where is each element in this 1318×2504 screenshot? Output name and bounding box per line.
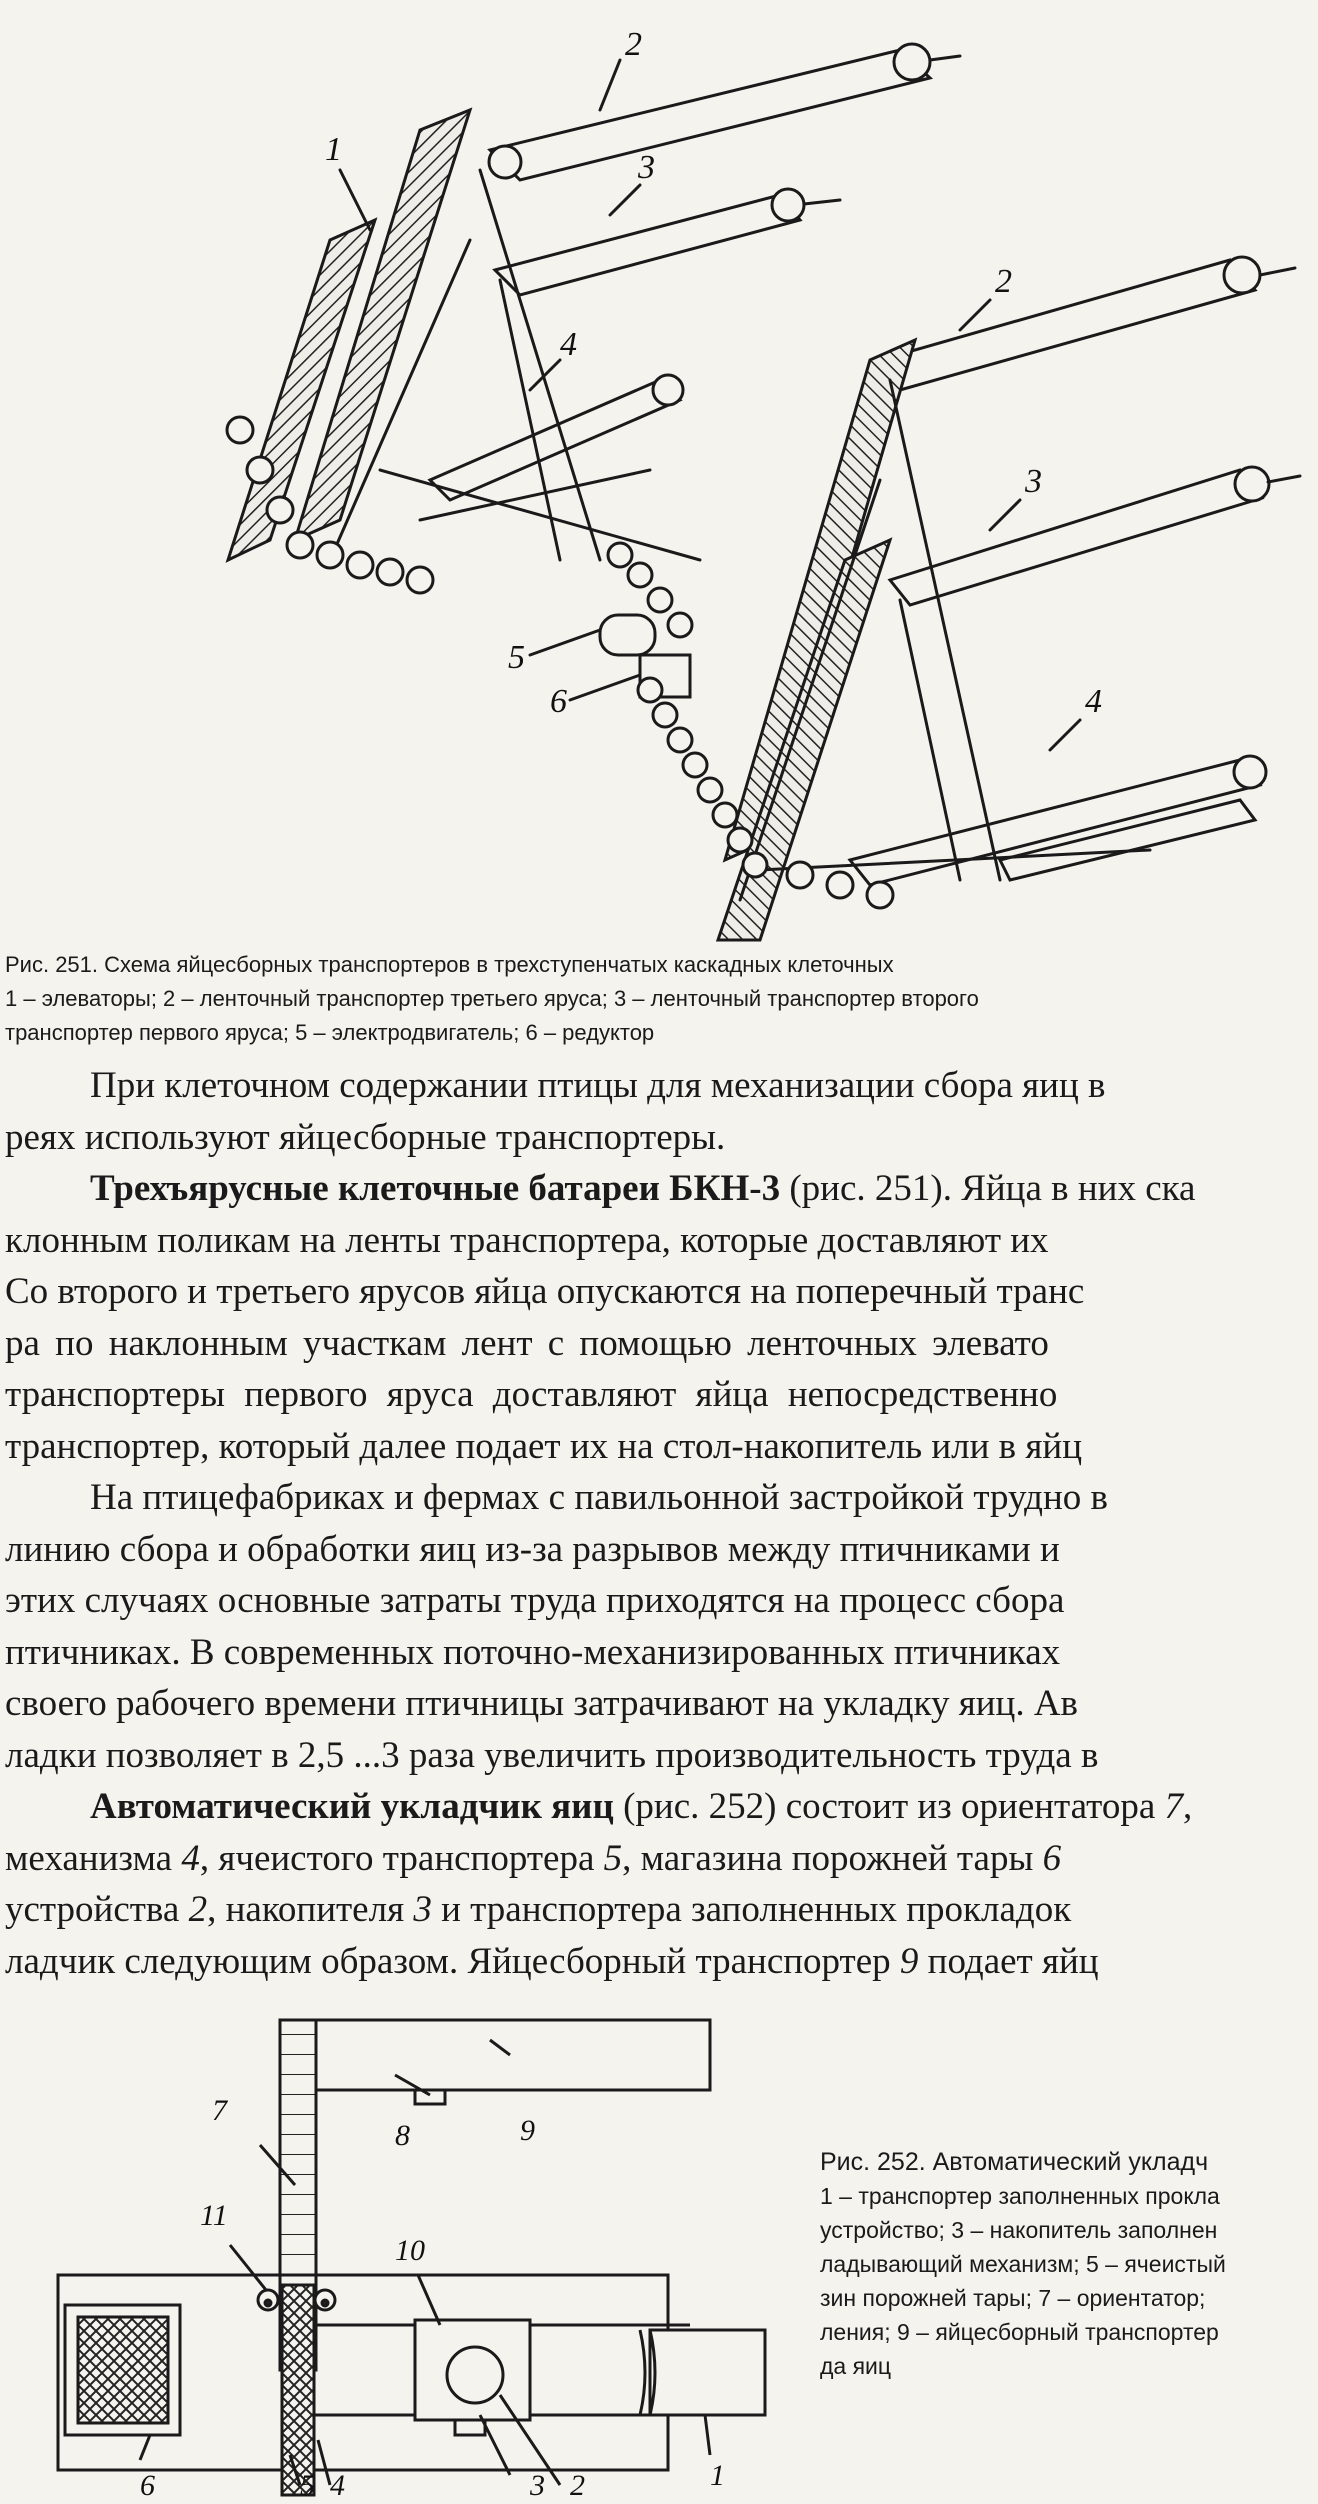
p4-l3n2: 3 (413, 1889, 432, 1930)
p4-l2n2: 5 (603, 1837, 623, 1879)
caption1-line2: 1 – элеваторы; 2 – ленточный транспортер третьего яруса; 3 – ленточный транспортер второго (5, 986, 979, 1011)
figure-251-caption (5, 948, 1318, 1050)
fig2-label-3: 3 (530, 2469, 545, 2502)
p3-line4: птичниках. В современных поточно-механизированных птичниках (5, 1631, 1061, 1673)
p4-bold: Автоматический укладчик яиц (90, 1786, 614, 1827)
p4-line3 (5, 1884, 1318, 1936)
p4-l2n3: 6 (1042, 1837, 1062, 1879)
fig2-label-8: 8 (395, 2119, 410, 2152)
p4-l2n1: 4 (181, 1837, 200, 1879)
p4-l2a: механизма (5, 1837, 182, 1879)
p2-line6: транспортер, который далее подает их на стол-накопитель или в яйц (5, 1425, 1083, 1467)
p4-l4a: ладчик следующим образом. Яйцесборный транспортер (5, 1940, 900, 1982)
caption2-line3: устройство; 3 – накопитель заполнен (820, 2217, 1218, 2243)
p2-line1-rest: (рис. 251). Яйца в них ска (780, 1168, 1196, 1209)
caption2-line1: Рис. 252. Автоматический укладч (820, 2148, 1209, 2176)
p4-l2b: , ячеистого транспортера (199, 1837, 604, 1879)
p3-line3: этих случаях основные затраты труда приходятся на процесс сбора (5, 1580, 1065, 1621)
fig1-label-3b: 3 (1025, 463, 1042, 500)
fig2-label-10: 10 (395, 2234, 425, 2267)
fig2-label-7: 7 (212, 2094, 227, 2127)
p4-l3c: и транспортера заполненных прокладок (431, 1889, 1072, 1930)
p4-l1n: 7 (1164, 1786, 1183, 1827)
fig2-label-2: 2 (570, 2469, 585, 2502)
caption1-line3: транспортер первого яруса; 5 – электродвигатель; 6 – редуктор (5, 1020, 655, 1045)
p4-l4n: 9 (899, 1940, 919, 1982)
fig2-label-5: 5 (300, 2469, 315, 2502)
p2-line5: транспортеры первого яруса доставляют яйца непосредственно (5, 1374, 1058, 1415)
p1-line2: реях используют яйцесборные транспортеры. (5, 1116, 726, 1158)
p2-line3: Со второго и третьего ярусов яйца опускаются на поперечный транс (5, 1271, 1085, 1312)
caption1-line1: Рис. 251. Схема яйцесборных транспортеров в трехступенчатых каскадных клеточных (5, 952, 894, 977)
caption2-line2: 1 – транспортер заполненных прокла (820, 2183, 1220, 2209)
fig2-label-6: 6 (140, 2469, 155, 2502)
p1-line1: При клеточном содержании птицы для механизации сбора яиц в (90, 1065, 1106, 1106)
fig1-label-5: 5 (508, 639, 525, 676)
fig1-label-3a: 3 (638, 149, 655, 186)
p3-line6: ладки позволяет в 2,5 ...3 раза увеличить производительность труда в (5, 1734, 1099, 1776)
p2-line4: ра по наклонным участкам лент с помощью ленточных элевато (5, 1322, 1049, 1364)
fig2-label-1: 1 (710, 2459, 725, 2492)
p4-l1b: , (1183, 1786, 1193, 1827)
fig1-label-1a: 1 (325, 131, 342, 168)
p4-l3a: устройства (5, 1889, 189, 1930)
figure-251-egg-conveyor-diagram (0, 0, 1318, 940)
p4-l2c: , магазина порожней тары (622, 1837, 1043, 1879)
figure-252-caption (820, 2145, 1318, 2383)
p3-line2: линию сбора и обработки яиц из-за разрывов между птичниками и (5, 1528, 1060, 1570)
p2-line2: клонным поликам на ленты транспортера, которые доставляют их (5, 1219, 1049, 1261)
p2-line1 (90, 1163, 1318, 1215)
fig1-label-2a: 2 (625, 26, 642, 63)
fig1-label-6: 6 (550, 683, 567, 720)
p3-line1: На птицефабриках и фермах с павильонной застройкой трудно в (90, 1477, 1109, 1518)
caption2-line5: зин порожней тары; 7 – ориентатор; (820, 2285, 1206, 2311)
figure-252-egg-packer-diagram (0, 1995, 815, 2504)
p2-bold: Трехъярусные клеточные батареи БКН-3 (90, 1168, 781, 1209)
p3-line5: своего рабочего времени птичницы затрачивают на укладку яиц. Ав (5, 1683, 1079, 1724)
fig2-label-9: 9 (520, 2114, 535, 2147)
p4-l3b: , накопителя (207, 1889, 414, 1930)
p4-line1 (90, 1781, 1318, 1833)
fig2-label-11: 11 (200, 2199, 228, 2232)
p4-l3n1: 2 (188, 1889, 208, 1930)
fig2-label-4: 4 (330, 2469, 345, 2502)
body-text (5, 1060, 1318, 1987)
p4-line2 (5, 1833, 1318, 1885)
caption2-line4: ладывающий механизм; 5 – ячеистый (820, 2251, 1226, 2277)
p4-line4 (5, 1936, 1318, 1988)
fig1-label-4a: 4 (560, 326, 577, 363)
fig1-label-4b: 4 (1085, 683, 1102, 720)
fig1-label-2b: 2 (995, 263, 1012, 300)
caption2-line7: да яиц (820, 2353, 892, 2379)
p4-l1a: (рис. 252) состоит из ориентатора (613, 1786, 1165, 1827)
caption2-line6: ления; 9 – яйцесборный транспортер (820, 2319, 1219, 2345)
p4-l4b: подает яйц (918, 1940, 1099, 1982)
